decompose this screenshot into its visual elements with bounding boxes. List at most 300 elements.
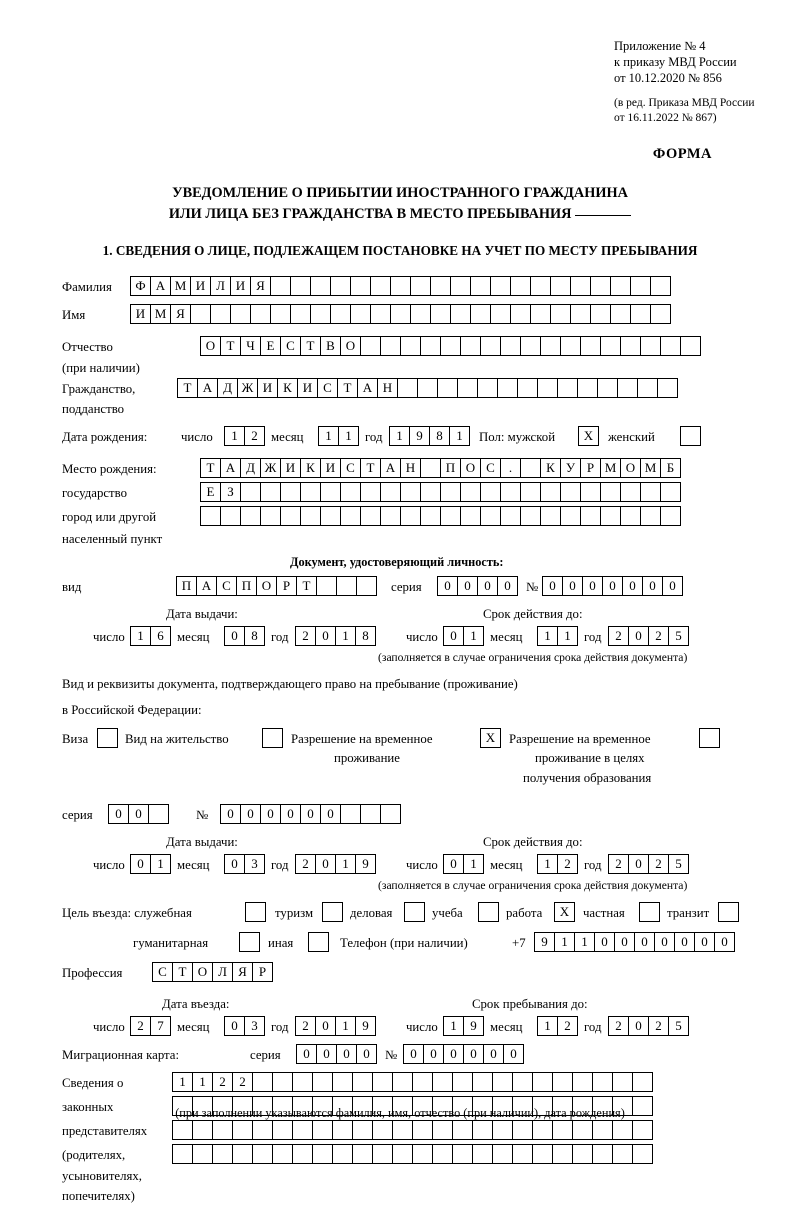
input-cell[interactable] — [360, 482, 381, 502]
input-cell[interactable] — [336, 576, 357, 596]
input-cell[interactable]: 0 — [300, 804, 321, 824]
input-cell[interactable]: 0 — [594, 932, 615, 952]
input-cell[interactable] — [500, 482, 521, 502]
input-cell[interactable]: 0 — [224, 1016, 245, 1036]
input-cell[interactable] — [577, 378, 598, 398]
input-cell[interactable] — [612, 1072, 633, 1092]
input-cell[interactable]: А — [196, 576, 217, 596]
input-cell[interactable]: 2 — [557, 1016, 578, 1036]
input-cell[interactable]: 0 — [674, 932, 695, 952]
input-cell[interactable] — [560, 336, 581, 356]
input-cell[interactable]: К — [277, 378, 298, 398]
field-birthplace-city[interactable] — [200, 482, 680, 502]
input-cell[interactable] — [260, 482, 281, 502]
input-cell[interactable] — [252, 1144, 273, 1164]
input-cell[interactable] — [172, 1120, 193, 1140]
input-cell[interactable]: 2 — [295, 626, 316, 646]
input-cell[interactable]: 9 — [355, 854, 376, 874]
input-cell[interactable]: 0 — [280, 804, 301, 824]
field-perm-issue-year[interactable] — [295, 854, 375, 874]
input-cell[interactable]: Н — [377, 378, 398, 398]
input-cell[interactable]: 0 — [128, 804, 149, 824]
input-cell[interactable] — [312, 1120, 333, 1140]
input-cell[interactable] — [497, 378, 518, 398]
input-cell[interactable]: Р — [252, 962, 273, 982]
input-cell[interactable] — [540, 336, 561, 356]
input-cell[interactable] — [612, 1144, 633, 1164]
input-cell[interactable] — [340, 482, 361, 502]
input-cell[interactable]: С — [216, 576, 237, 596]
input-cell[interactable] — [480, 482, 501, 502]
input-cell[interactable] — [452, 1072, 473, 1092]
input-cell[interactable] — [432, 1072, 453, 1092]
input-cell[interactable] — [310, 276, 331, 296]
input-cell[interactable]: 0 — [483, 1044, 504, 1064]
field-birthplace-line3[interactable] — [200, 506, 680, 526]
input-cell[interactable]: 5 — [668, 626, 689, 646]
input-cell[interactable]: У — [560, 458, 581, 478]
input-cell[interactable] — [600, 482, 621, 502]
input-cell[interactable] — [472, 1144, 493, 1164]
input-cell[interactable] — [650, 304, 671, 324]
field-stay-day[interactable] — [443, 1016, 483, 1036]
input-cell[interactable]: 2 — [295, 1016, 316, 1036]
input-cell[interactable]: А — [220, 458, 241, 478]
input-cell[interactable] — [390, 276, 411, 296]
input-cell[interactable] — [400, 482, 421, 502]
input-cell[interactable]: 3 — [244, 854, 265, 874]
input-cell[interactable]: 0 — [260, 804, 281, 824]
input-cell[interactable] — [592, 1144, 613, 1164]
field-perm-issue-day[interactable] — [130, 854, 170, 874]
input-cell[interactable] — [612, 1120, 633, 1140]
input-cell[interactable] — [617, 378, 638, 398]
input-cell[interactable] — [292, 1120, 313, 1140]
field-perm-issue-month[interactable] — [224, 854, 264, 874]
input-cell[interactable] — [312, 1144, 333, 1164]
input-cell[interactable]: Л — [210, 276, 231, 296]
input-cell[interactable] — [470, 276, 491, 296]
input-cell[interactable]: 5 — [668, 854, 689, 874]
input-cell[interactable]: Ч — [240, 336, 261, 356]
input-cell[interactable] — [660, 506, 681, 526]
input-cell[interactable]: И — [280, 458, 301, 478]
input-cell[interactable] — [460, 506, 481, 526]
input-cell[interactable] — [552, 1144, 573, 1164]
input-cell[interactable] — [630, 276, 651, 296]
input-cell[interactable] — [412, 1144, 433, 1164]
input-cell[interactable]: З — [220, 482, 241, 502]
input-cell[interactable]: Ж — [260, 458, 281, 478]
input-cell[interactable] — [457, 378, 478, 398]
input-cell[interactable]: 0 — [602, 576, 623, 596]
input-cell[interactable] — [560, 506, 581, 526]
field-patronymic[interactable] — [200, 336, 700, 356]
input-cell[interactable] — [477, 378, 498, 398]
checkbox-purpose-humanitarian[interactable] — [239, 932, 260, 952]
field-perm-number[interactable] — [220, 804, 400, 824]
input-cell[interactable] — [632, 1072, 653, 1092]
input-cell[interactable] — [532, 1144, 553, 1164]
input-cell[interactable] — [212, 1120, 233, 1140]
input-cell[interactable]: 0 — [443, 1044, 464, 1064]
input-cell[interactable] — [460, 482, 481, 502]
field-perm-series[interactable] — [108, 804, 168, 824]
checkbox-temp-residence[interactable]: X — [480, 728, 501, 748]
field-mig-number[interactable] — [403, 1044, 523, 1064]
field-doc-type[interactable] — [176, 576, 376, 596]
field-entry-year[interactable] — [295, 1016, 375, 1036]
input-cell[interactable]: 2 — [608, 1016, 629, 1036]
input-cell[interactable] — [392, 1144, 413, 1164]
field-stay-year[interactable] — [608, 1016, 688, 1036]
input-cell[interactable] — [340, 804, 361, 824]
input-cell[interactable]: 0 — [443, 626, 464, 646]
input-cell[interactable] — [330, 276, 351, 296]
input-cell[interactable] — [310, 304, 331, 324]
input-cell[interactable] — [640, 482, 661, 502]
input-cell[interactable] — [660, 482, 681, 502]
input-cell[interactable] — [610, 304, 631, 324]
input-cell[interactable] — [500, 506, 521, 526]
input-cell[interactable] — [272, 1144, 293, 1164]
input-cell[interactable] — [190, 304, 211, 324]
field-doc-issue-day[interactable] — [130, 626, 170, 646]
input-cell[interactable] — [172, 1144, 193, 1164]
input-cell[interactable]: 0 — [315, 854, 336, 874]
input-cell[interactable] — [512, 1072, 533, 1092]
input-cell[interactable] — [630, 304, 651, 324]
input-cell[interactable] — [270, 304, 291, 324]
input-cell[interactable]: 0 — [443, 854, 464, 874]
input-cell[interactable]: Л — [212, 962, 233, 982]
input-cell[interactable] — [220, 506, 241, 526]
input-cell[interactable] — [600, 336, 621, 356]
input-cell[interactable] — [356, 576, 377, 596]
input-cell[interactable] — [620, 336, 641, 356]
input-cell[interactable] — [370, 304, 391, 324]
input-cell[interactable]: М — [170, 276, 191, 296]
field-citizenship[interactable] — [177, 378, 677, 398]
input-cell[interactable] — [270, 276, 291, 296]
input-cell[interactable] — [540, 506, 561, 526]
input-cell[interactable] — [397, 378, 418, 398]
input-cell[interactable]: 2 — [130, 1016, 151, 1036]
input-cell[interactable] — [260, 506, 281, 526]
input-cell[interactable]: 1 — [335, 626, 356, 646]
input-cell[interactable]: И — [130, 304, 151, 324]
input-cell[interactable]: 0 — [628, 854, 649, 874]
input-cell[interactable]: 0 — [316, 1044, 337, 1064]
input-cell[interactable] — [480, 336, 501, 356]
input-cell[interactable] — [490, 304, 511, 324]
input-cell[interactable]: 0 — [336, 1044, 357, 1064]
input-cell[interactable]: 0 — [315, 1016, 336, 1036]
input-cell[interactable] — [570, 304, 591, 324]
field-name[interactable] — [130, 304, 670, 324]
input-cell[interactable] — [272, 1120, 293, 1140]
input-cell[interactable]: 2 — [648, 626, 669, 646]
input-cell[interactable] — [572, 1072, 593, 1092]
field-entry-month[interactable] — [224, 1016, 264, 1036]
input-cell[interactable]: 2 — [212, 1072, 233, 1092]
input-cell[interactable] — [550, 304, 571, 324]
input-cell[interactable]: 1 — [150, 854, 171, 874]
input-cell[interactable]: 9 — [409, 426, 430, 446]
input-cell[interactable]: 5 — [668, 1016, 689, 1036]
input-cell[interactable]: 2 — [232, 1072, 253, 1092]
input-cell[interactable] — [320, 482, 341, 502]
input-cell[interactable] — [437, 378, 458, 398]
input-cell[interactable] — [620, 482, 641, 502]
input-cell[interactable] — [637, 378, 658, 398]
field-doc-number[interactable] — [542, 576, 682, 596]
input-cell[interactable]: 0 — [423, 1044, 444, 1064]
input-cell[interactable]: 0 — [108, 804, 129, 824]
input-cell[interactable]: 1 — [335, 854, 356, 874]
field-surname[interactable] — [130, 276, 670, 296]
input-cell[interactable]: 0 — [628, 626, 649, 646]
input-cell[interactable] — [532, 1072, 553, 1092]
input-cell[interactable]: 2 — [557, 854, 578, 874]
input-cell[interactable]: 0 — [642, 576, 663, 596]
input-cell[interactable] — [580, 482, 601, 502]
input-cell[interactable]: О — [256, 576, 277, 596]
input-cell[interactable] — [360, 336, 381, 356]
field-phone[interactable] — [534, 932, 734, 952]
input-cell[interactable]: 0 — [356, 1044, 377, 1064]
input-cell[interactable] — [380, 482, 401, 502]
input-cell[interactable] — [290, 304, 311, 324]
input-cell[interactable]: 1 — [192, 1072, 213, 1092]
input-cell[interactable] — [290, 276, 311, 296]
input-cell[interactable]: Т — [200, 458, 221, 478]
input-cell[interactable]: 1 — [574, 932, 595, 952]
input-cell[interactable] — [292, 1144, 313, 1164]
input-cell[interactable] — [430, 276, 451, 296]
input-cell[interactable] — [372, 1072, 393, 1092]
input-cell[interactable] — [592, 1120, 613, 1140]
field-profession[interactable] — [152, 962, 272, 982]
input-cell[interactable] — [620, 506, 641, 526]
input-cell[interactable]: О — [192, 962, 213, 982]
input-cell[interactable]: Д — [217, 378, 238, 398]
input-cell[interactable] — [392, 1120, 413, 1140]
input-cell[interactable] — [316, 576, 337, 596]
input-cell[interactable] — [450, 276, 471, 296]
input-cell[interactable] — [352, 1072, 373, 1092]
input-cell[interactable] — [492, 1120, 513, 1140]
input-cell[interactable]: 2 — [608, 854, 629, 874]
input-cell[interactable]: О — [340, 336, 361, 356]
field-doc-valid-day[interactable] — [443, 626, 483, 646]
input-cell[interactable] — [590, 304, 611, 324]
input-cell[interactable] — [657, 378, 678, 398]
input-cell[interactable] — [240, 506, 261, 526]
input-cell[interactable]: 1 — [335, 1016, 356, 1036]
input-cell[interactable] — [340, 506, 361, 526]
input-cell[interactable] — [570, 276, 591, 296]
input-cell[interactable]: 0 — [562, 576, 583, 596]
input-cell[interactable] — [517, 378, 538, 398]
input-cell[interactable] — [420, 458, 441, 478]
input-cell[interactable] — [640, 506, 661, 526]
field-birth-month[interactable] — [318, 426, 358, 446]
input-cell[interactable] — [410, 304, 431, 324]
input-cell[interactable] — [412, 1072, 433, 1092]
input-cell[interactable]: 2 — [608, 626, 629, 646]
input-cell[interactable] — [272, 1072, 293, 1092]
input-cell[interactable]: Б — [660, 458, 681, 478]
checkbox-purpose-service[interactable] — [245, 902, 266, 922]
input-cell[interactable]: С — [280, 336, 301, 356]
checkbox-purpose-tourism[interactable] — [322, 902, 343, 922]
input-cell[interactable] — [530, 304, 551, 324]
input-cell[interactable] — [390, 304, 411, 324]
input-cell[interactable] — [492, 1144, 513, 1164]
field-birth-day[interactable] — [224, 426, 264, 446]
input-cell[interactable]: В — [320, 336, 341, 356]
input-cell[interactable]: 0 — [130, 854, 151, 874]
input-cell[interactable]: 1 — [389, 426, 410, 446]
input-cell[interactable]: 0 — [457, 576, 478, 596]
input-cell[interactable]: 2 — [648, 1016, 669, 1036]
input-cell[interactable] — [572, 1144, 593, 1164]
input-cell[interactable] — [480, 506, 501, 526]
input-cell[interactable] — [452, 1144, 473, 1164]
input-cell[interactable] — [412, 1120, 433, 1140]
input-cell[interactable] — [400, 506, 421, 526]
input-cell[interactable] — [312, 1072, 333, 1092]
input-cell[interactable]: Р — [580, 458, 601, 478]
input-cell[interactable]: 0 — [315, 626, 336, 646]
field-legal-rep-row-4[interactable] — [172, 1144, 652, 1164]
input-cell[interactable]: 0 — [240, 804, 261, 824]
input-cell[interactable]: 0 — [714, 932, 735, 952]
input-cell[interactable] — [252, 1072, 273, 1092]
input-cell[interactable] — [580, 336, 601, 356]
input-cell[interactable]: 8 — [429, 426, 450, 446]
input-cell[interactable]: Я — [232, 962, 253, 982]
input-cell[interactable]: 1 — [443, 1016, 464, 1036]
input-cell[interactable]: 0 — [694, 932, 715, 952]
input-cell[interactable]: 0 — [662, 576, 683, 596]
input-cell[interactable]: Т — [220, 336, 241, 356]
input-cell[interactable]: 1 — [537, 626, 558, 646]
input-cell[interactable]: 1 — [224, 426, 245, 446]
checkbox-visa[interactable] — [97, 728, 118, 748]
field-mig-series[interactable] — [296, 1044, 376, 1064]
input-cell[interactable]: 9 — [534, 932, 555, 952]
input-cell[interactable]: 8 — [244, 626, 265, 646]
input-cell[interactable]: 1 — [172, 1072, 193, 1092]
input-cell[interactable]: Я — [170, 304, 191, 324]
input-cell[interactable] — [580, 506, 601, 526]
input-cell[interactable]: Ж — [237, 378, 258, 398]
input-cell[interactable] — [490, 276, 511, 296]
input-cell[interactable]: С — [480, 458, 501, 478]
input-cell[interactable] — [432, 1120, 453, 1140]
input-cell[interactable] — [192, 1120, 213, 1140]
input-cell[interactable]: 0 — [503, 1044, 524, 1064]
input-cell[interactable] — [520, 458, 541, 478]
input-cell[interactable]: 1 — [557, 626, 578, 646]
input-cell[interactable]: А — [150, 276, 171, 296]
input-cell[interactable]: П — [176, 576, 197, 596]
input-cell[interactable] — [640, 336, 661, 356]
input-cell[interactable] — [632, 1144, 653, 1164]
input-cell[interactable] — [560, 482, 581, 502]
input-cell[interactable]: 0 — [628, 1016, 649, 1036]
input-cell[interactable]: П — [236, 576, 257, 596]
input-cell[interactable] — [680, 336, 701, 356]
input-cell[interactable]: 0 — [224, 626, 245, 646]
input-cell[interactable] — [520, 336, 541, 356]
input-cell[interactable] — [592, 1072, 613, 1092]
input-cell[interactable]: 1 — [554, 932, 575, 952]
input-cell[interactable] — [280, 506, 301, 526]
field-doc-valid-year[interactable] — [608, 626, 688, 646]
input-cell[interactable]: 1 — [537, 1016, 558, 1036]
input-cell[interactable] — [452, 1120, 473, 1140]
input-cell[interactable] — [370, 276, 391, 296]
input-cell[interactable] — [492, 1072, 513, 1092]
input-cell[interactable] — [472, 1120, 493, 1140]
input-cell[interactable] — [420, 506, 441, 526]
checkbox-purpose-transit[interactable] — [718, 902, 739, 922]
input-cell[interactable] — [610, 276, 631, 296]
input-cell[interactable] — [300, 506, 321, 526]
input-cell[interactable]: Т — [360, 458, 381, 478]
input-cell[interactable] — [417, 378, 438, 398]
input-cell[interactable]: Т — [337, 378, 358, 398]
input-cell[interactable]: 0 — [296, 1044, 317, 1064]
input-cell[interactable]: Т — [177, 378, 198, 398]
input-cell[interactable] — [380, 804, 401, 824]
input-cell[interactable] — [352, 1144, 373, 1164]
input-cell[interactable] — [552, 1120, 573, 1140]
checkbox-purpose-study[interactable] — [478, 902, 499, 922]
input-cell[interactable] — [300, 482, 321, 502]
input-cell[interactable] — [380, 506, 401, 526]
input-cell[interactable] — [212, 1144, 233, 1164]
input-cell[interactable]: К — [300, 458, 321, 478]
input-cell[interactable]: 8 — [355, 626, 376, 646]
input-cell[interactable] — [450, 304, 471, 324]
input-cell[interactable] — [430, 304, 451, 324]
input-cell[interactable] — [440, 336, 461, 356]
input-cell[interactable]: 1 — [537, 854, 558, 874]
input-cell[interactable] — [432, 1144, 453, 1164]
input-cell[interactable] — [320, 506, 341, 526]
input-cell[interactable] — [512, 1120, 533, 1140]
input-cell[interactable] — [332, 1072, 353, 1092]
input-cell[interactable]: 0 — [320, 804, 341, 824]
input-cell[interactable]: 0 — [497, 576, 518, 596]
input-cell[interactable] — [360, 506, 381, 526]
input-cell[interactable]: Р — [276, 576, 297, 596]
input-cell[interactable]: Е — [200, 482, 221, 502]
input-cell[interactable] — [210, 304, 231, 324]
input-cell[interactable] — [250, 304, 271, 324]
input-cell[interactable] — [410, 276, 431, 296]
input-cell[interactable]: 0 — [582, 576, 603, 596]
input-cell[interactable]: С — [340, 458, 361, 478]
input-cell[interactable] — [557, 378, 578, 398]
field-doc-series[interactable] — [437, 576, 517, 596]
input-cell[interactable] — [600, 506, 621, 526]
field-doc-issue-month[interactable] — [224, 626, 264, 646]
